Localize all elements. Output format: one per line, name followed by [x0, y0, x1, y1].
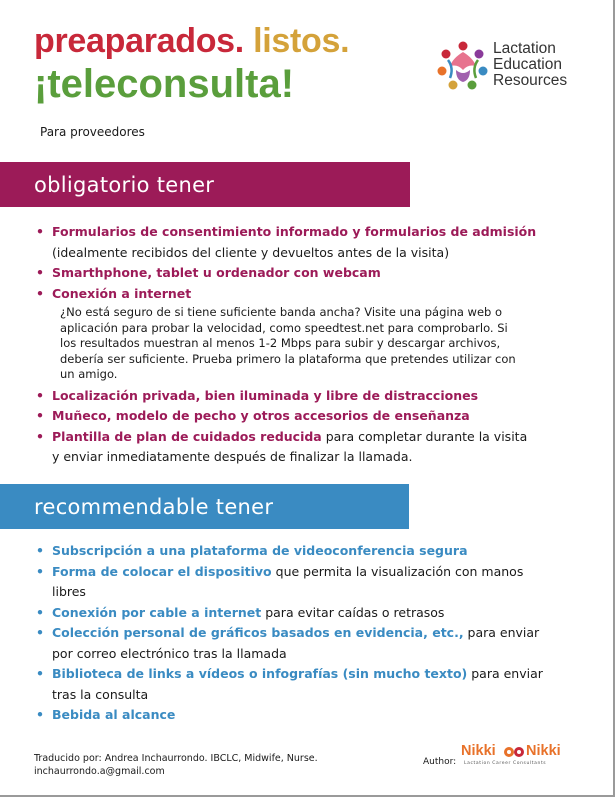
- bullet-icon: •: [36, 387, 44, 403]
- item-text: para enviar: [467, 666, 543, 681]
- item-highlight: Conexión por cable a internet: [52, 604, 262, 620]
- nikki-nikki-logo: [459, 743, 571, 769]
- bullet-icon: •: [36, 563, 44, 579]
- bullet-icon: •: [36, 265, 44, 280]
- page-title-line1: [34, 22, 349, 60]
- must-have-list: [0, 222, 600, 468]
- item-highlight: Smarthphone, tablet u ordenador con webcam: [52, 265, 381, 280]
- logo-line-1: Lactation: [493, 40, 556, 57]
- logo-line-3: Resources: [493, 72, 568, 89]
- logo-line-2: Education: [493, 56, 562, 73]
- page-title-line2: ¡teleconsulta!: [34, 62, 295, 106]
- item-text-continued: y enviar inmediatamente después de finalizar la llamada.: [52, 449, 413, 464]
- item-text: para evitar caídas o retrasos: [261, 604, 445, 620]
- list-item: [0, 664, 600, 705]
- item-highlight: Formularios de consentimiento informado y formularios de admisión: [52, 224, 537, 239]
- list-item: [0, 222, 600, 263]
- item-highlight: Conexión a internet: [52, 285, 192, 301]
- item-highlight: Forma de colocar el dispositivo: [52, 563, 272, 579]
- list-item: [0, 427, 600, 468]
- logo-wordmark: [493, 41, 567, 89]
- bullet-icon: •: [36, 428, 44, 444]
- list-item: [0, 705, 600, 726]
- audience-subtitle: Para proveedores: [40, 125, 145, 139]
- item-highlight: Subscripción a una plataforma de videoconferencia segura: [52, 543, 468, 558]
- nice-to-have-banner: recommendable tener: [0, 484, 409, 529]
- bullet-icon: •: [36, 285, 44, 301]
- item-text-continued: tras la consulta: [52, 686, 149, 702]
- item-highlight: Bebida al alcance: [52, 707, 176, 722]
- list-item: [0, 284, 600, 305]
- bullet-icon: •: [36, 666, 44, 681]
- item-highlight: Colección personal de gráficos basados en evidencia, etc.,: [52, 625, 464, 640]
- item-text: (idealmente recibidos del cliente y devueltos antes de la visita): [52, 244, 450, 260]
- translator-email: inchaurrondo.a@gmail.com: [34, 766, 165, 777]
- list-item: [0, 386, 600, 407]
- author-label: Author:: [423, 757, 457, 767]
- bullet-icon: •: [36, 543, 44, 558]
- infinity-logo-icon: [503, 746, 525, 758]
- list-item: [0, 562, 600, 603]
- item-highlight: Plantilla de plan de cuidados reducida: [52, 428, 322, 444]
- brand-tagline: Lactation Career Consultants: [464, 761, 547, 766]
- list-item: [0, 263, 600, 284]
- list-item: [0, 603, 600, 624]
- item-text-continued: libres: [52, 584, 86, 599]
- bullet-icon: •: [36, 408, 44, 423]
- nice-to-have-list: [0, 541, 600, 726]
- item-text: para completar durante la visita: [321, 428, 528, 444]
- bandwidth-note: ¿No está seguro de si tiene suficiente banda ancha? Visite una página web o aplicación para probar la velocidad, como speedtest.net para comprobarlo. Si los resultados muestran al menos 1-2 Mbps para subir y descargar archivos, debería ser suficiente. Prueba primero la plataforma que pretendes utilizar con un amigo.: [60, 305, 516, 381]
- bullet-icon: •: [36, 224, 44, 239]
- list-item: [0, 623, 600, 664]
- title-word-ready: listos.: [253, 22, 350, 60]
- translator-credit: [34, 752, 318, 778]
- brand-word-right: Nikki: [526, 743, 561, 759]
- brand-word-left: Nikki: [461, 743, 496, 759]
- item-highlight: Localización privada, bien iluminada y libre de distracciones: [52, 387, 479, 403]
- item-text: para enviar: [463, 625, 540, 640]
- item-text-continued: por correo electrónico tras la llamada: [52, 645, 287, 661]
- must-have-banner: obligatorio tener: [0, 162, 410, 207]
- lactation-education-resources-logo-icon: [436, 40, 490, 92]
- translator-name: Traducido por: Andrea Inchaurrondo. IBCLC, Midwife, Nurse.: [34, 753, 318, 764]
- list-item: [0, 541, 600, 562]
- bullet-icon: •: [36, 604, 44, 620]
- list-item: [0, 406, 600, 427]
- bullet-icon: •: [36, 707, 44, 722]
- bullet-icon: •: [36, 625, 44, 640]
- item-text: que permita la visualización con manos: [271, 563, 524, 579]
- item-highlight: Biblioteca de links a vídeos o infografías (sin mucho texto): [52, 666, 468, 681]
- title-word-prepared: preaparados.: [34, 22, 244, 60]
- item-highlight: Muñeco, modelo de pecho y otros accesorios de enseñanza: [52, 408, 470, 423]
